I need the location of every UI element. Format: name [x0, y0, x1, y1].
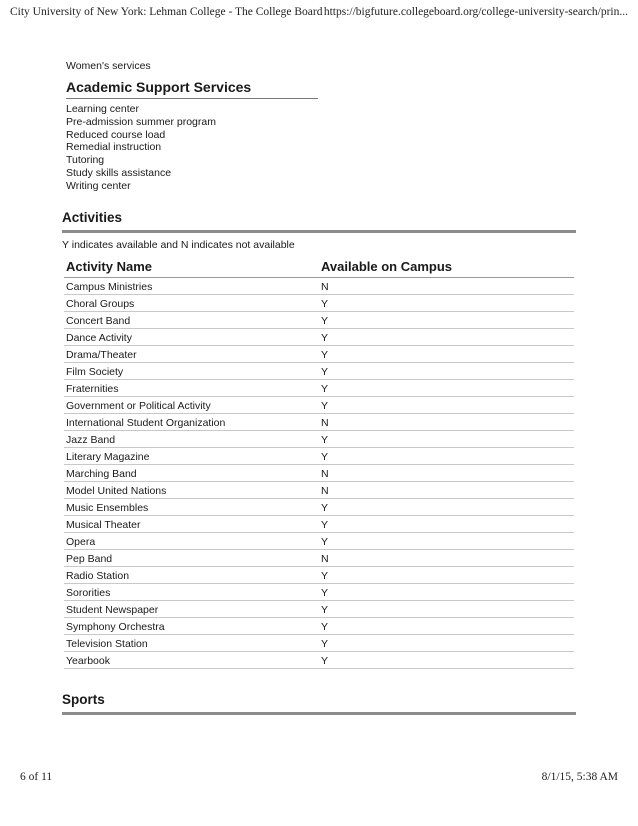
print-header [10, 6, 628, 24]
table-row [64, 618, 574, 635]
activity-name-cell: Model United Nations [66, 485, 167, 497]
availability-cell: Y [321, 519, 329, 531]
table-row [64, 278, 574, 295]
activity-name-cell: Drama/Theater [66, 349, 137, 361]
table-row [64, 363, 574, 380]
activity-name-cell: Fraternities [66, 383, 119, 395]
activity-name-cell: Dance Activity [66, 332, 132, 344]
academic-support-item: Study skills assistance [66, 166, 172, 179]
table-row [64, 465, 574, 482]
table-row [64, 584, 574, 601]
availability-cell: Y [321, 366, 329, 378]
activity-name-cell: Student Newspaper [66, 604, 159, 616]
table-row [64, 533, 574, 550]
activity-name-cell: Concert Band [66, 315, 131, 327]
table-row [64, 397, 574, 414]
table-row [64, 499, 574, 516]
activity-name-cell: International Student Organization [66, 417, 226, 429]
availability-cell: Y [321, 655, 329, 667]
activities-table [64, 255, 574, 669]
activity-name-cell: Sororities [66, 587, 111, 599]
activity-name-cell: Government or Political Activity [66, 400, 211, 412]
activity-name-cell: Jazz Band [66, 434, 116, 446]
availability-cell: N [321, 553, 329, 565]
academic-support-item: Pre-admission summer program [66, 115, 216, 128]
availability-cell: Y [321, 434, 329, 446]
page-number: 6 of 11 [20, 771, 53, 783]
table-row [64, 652, 574, 669]
academic-support-list [66, 103, 216, 193]
availability-cell: N [321, 468, 329, 480]
table-row [64, 346, 574, 363]
availability-note: Y indicates available and N indicates not available [62, 239, 295, 251]
activity-name-cell: Marching Band [66, 468, 137, 480]
availability-cell: N [321, 417, 329, 429]
activity-name-cell: Television Station [66, 638, 148, 650]
table-row [64, 601, 574, 618]
activity-name-cell: Opera [66, 536, 96, 548]
activity-name-cell: Radio Station [66, 570, 130, 582]
academic-support-item: Learning center [66, 103, 139, 115]
print-timestamp: 8/1/15, 5:38 AM [541, 771, 618, 783]
availability-cell: Y [321, 502, 329, 514]
availability-cell: Y [321, 349, 329, 361]
activity-name-cell: Yearbook [66, 655, 110, 667]
table-row [64, 431, 574, 448]
activity-name-cell: Music Ensembles [66, 502, 149, 514]
academic-support-item: Remedial instruction [66, 141, 162, 154]
table-row [64, 312, 574, 329]
table-row [64, 482, 574, 499]
activities-table-body [64, 278, 574, 669]
print-header-url: https://bigfuture.collegeboard.org/college-university-search/prin... [323, 6, 628, 18]
sports-heading: Sports [62, 692, 576, 715]
activity-name-cell: Literary Magazine [66, 451, 150, 463]
academic-support-item: Tutoring [66, 154, 105, 167]
table-row [64, 448, 574, 465]
availability-cell: Y [321, 383, 329, 395]
table-row [64, 295, 574, 312]
activities-table-header [64, 255, 574, 278]
academic-support-heading: Academic Support Services [66, 79, 318, 99]
activity-name-cell: Campus Ministries [66, 281, 153, 293]
availability-cell: Y [321, 332, 329, 344]
availability-cell: N [321, 485, 329, 497]
activity-name-cell: Choral Groups [66, 298, 135, 310]
table-row [64, 380, 574, 397]
table-row [64, 635, 574, 652]
availability-cell: Y [321, 604, 329, 616]
womens-services-text: Women's services [66, 60, 151, 72]
availability-cell: Y [321, 451, 329, 463]
academic-support-item: Writing center [66, 179, 131, 192]
activity-name-cell: Symphony Orchestra [66, 621, 165, 633]
availability-cell: Y [321, 587, 329, 599]
table-row [64, 516, 574, 533]
availability-cell: Y [321, 570, 329, 582]
activity-name-cell: Film Society [66, 366, 124, 378]
availability-cell: Y [321, 536, 329, 548]
availability-cell: Y [321, 298, 329, 310]
column-header-activity-name: Activity Name [66, 259, 152, 274]
table-row [64, 567, 574, 584]
column-header-available-on-campus: Available on Campus [321, 259, 452, 274]
activities-heading: Activities [62, 210, 576, 233]
table-row [64, 329, 574, 346]
availability-cell: Y [321, 621, 329, 633]
availability-cell: Y [321, 400, 329, 412]
activity-name-cell: Pep Band [66, 553, 113, 565]
academic-support-item: Reduced course load [66, 128, 166, 141]
table-row [64, 550, 574, 567]
availability-cell: Y [321, 638, 329, 650]
availability-cell: N [321, 281, 329, 293]
availability-cell: Y [321, 315, 329, 327]
activity-name-cell: Musical Theater [66, 519, 141, 531]
table-row [64, 414, 574, 431]
print-header-title: City University of New York: Lehman College - The College Board [10, 6, 323, 18]
print-footer [20, 771, 618, 787]
